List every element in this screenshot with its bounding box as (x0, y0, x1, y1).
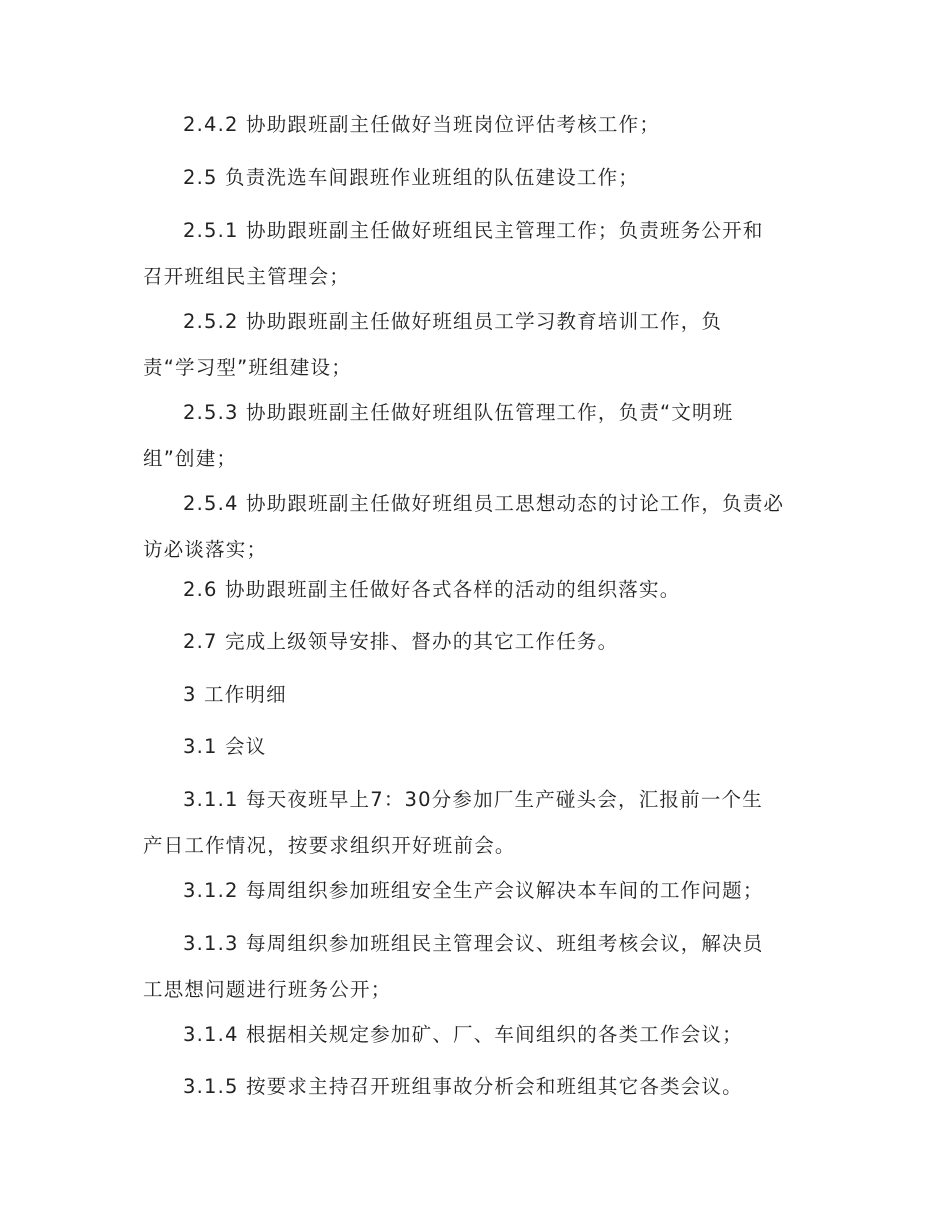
paragraph-3-1-1 (143, 777, 813, 869)
text-line: 责“学习型”班组建设； (143, 356, 352, 379)
paragraph-2-5 (143, 155, 813, 201)
text-line: 3.1.1 每天夜班早上7：30分参加厂生产碰头会，汇报前一个生 (183, 788, 763, 811)
paragraph-2-6 (143, 567, 813, 613)
text-line: 产日工作情况，按要求组织开好班前会。 (143, 834, 516, 857)
paragraph-2-4-2 (143, 102, 813, 148)
paragraph-3-1-5 (143, 1064, 813, 1110)
paragraph-3-1-2 (143, 868, 813, 914)
paragraph-2-5-2 (143, 299, 813, 391)
text-line: 2.5.1 协助跟班副主任做好班组民主管理工作；负责班务公开和 (183, 219, 764, 242)
text-line: 3.1.4 根据相关规定参加矿、厂、车间组织的各类工作会议； (183, 1023, 743, 1046)
text-line: 2.7 完成上级领导安排、督办的其它工作任务。 (183, 630, 619, 653)
text-line: 2.4.2 协助跟班副主任做好当班岗位评估考核工作； (183, 113, 661, 136)
text-line: 2.5.3 协助跟班副主任做好班组队伍管理工作，负责“文明班 (183, 401, 734, 424)
text-line: 3.1.5 按要求主持召开班组事故分析会和班组其它各类会议。 (183, 1075, 743, 1098)
text-line: 2.5.2 协助跟班副主任做好班组员工学习教育培训工作，负 (183, 310, 723, 333)
paragraph-2-5-3 (143, 390, 813, 482)
text-line: 工思想问题进行班务公开； (143, 978, 392, 1001)
paragraph-2-5-4 (143, 481, 813, 573)
text-line: 3.1.3 每周组织参加班组民主管理会议、班组考核会议，解决员 (183, 932, 764, 955)
heading-3-1 (143, 724, 813, 770)
paragraph-2-5-1 (143, 208, 813, 300)
text-line: 组”创建； (143, 447, 238, 470)
text-line: 3.1 会议 (183, 735, 267, 758)
paragraph-3-1-4 (143, 1012, 813, 1058)
paragraph-3-1-3 (143, 921, 813, 1013)
text-line: 2.5.4 协助跟班副主任做好班组员工思想动态的讨论工作，负责必 (183, 492, 785, 515)
text-line: 2.5 负责洗选车间跟班作业班组的队伍建设工作； (183, 166, 640, 189)
heading-3 (143, 672, 813, 718)
text-line: 访必谈落实； (143, 538, 268, 561)
text-line: 2.6 协助跟班副主任做好各式各样的活动的组织落实。 (183, 578, 681, 601)
text-line: 3.1.2 每周组织参加班组安全生产会议解决本车间的工作问题； (183, 879, 764, 902)
text-line: 召开班组民主管理会； (143, 265, 351, 288)
paragraph-2-7 (143, 619, 813, 665)
text-line: 3 工作明细 (183, 683, 287, 706)
